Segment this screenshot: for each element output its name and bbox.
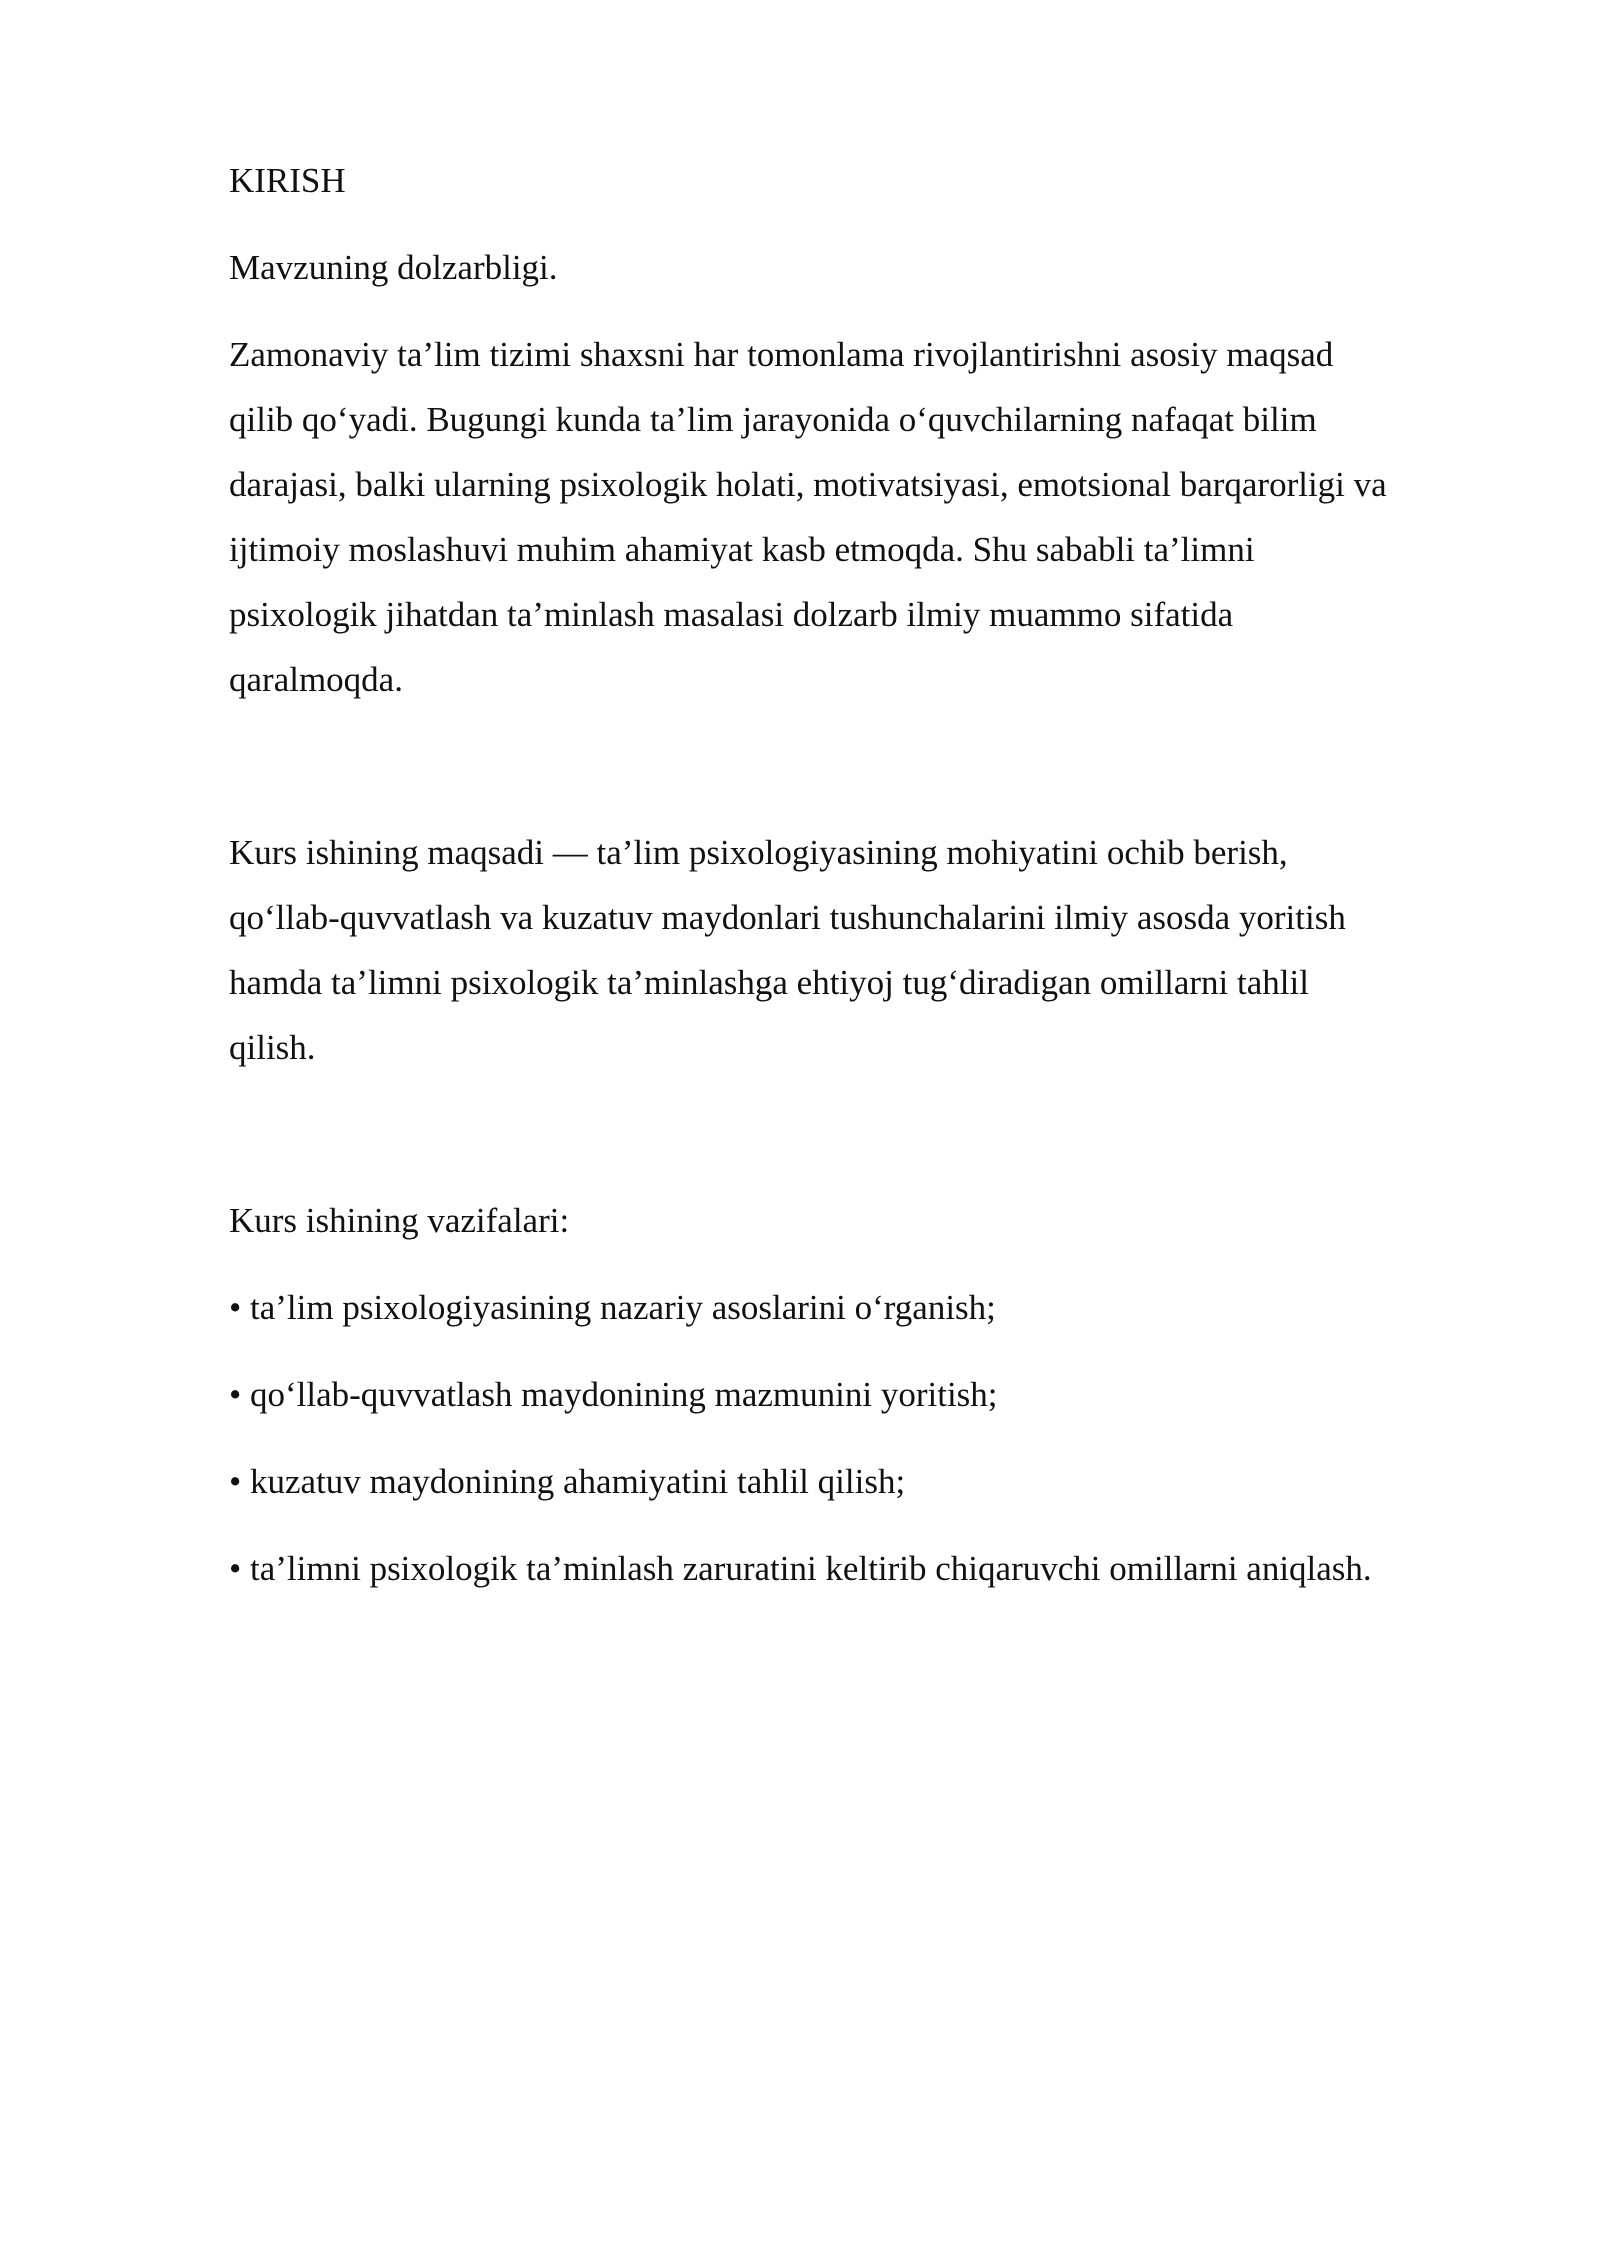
section-heading: KIRISH: [229, 161, 346, 200]
spacer: [229, 1080, 1489, 1188]
intro-paragraph: [229, 322, 1489, 712]
spacer: [229, 712, 1489, 820]
goal-line: qilish.: [229, 1028, 316, 1067]
spacer: [229, 1253, 1489, 1275]
task-item: • kuzatuv maydonining ahamiyatini tahlil qilish;: [229, 1462, 906, 1501]
document-content: [229, 148, 1489, 1601]
intro-line: darajasi, balki ularning psixologik holati, motivatsiyasi, emotsional barqarorligi va: [229, 465, 1387, 504]
tasks-title: Kurs ishining vazifalari:: [229, 1201, 570, 1240]
task-item: • ta’limni psixologik ta’minlash zaruratini keltirib chiqaruvchi omillarni aniqlash.: [229, 1549, 1372, 1588]
spacer: [229, 213, 1489, 235]
goal-line: hamda ta’limni psixologik ta’minlashga ehtiyoj tug‘diradigan omillarni tahlil: [229, 963, 1309, 1002]
goal-line: Kurs ishining maqsadi — ta’lim psixologiyasining mohiyatini ochib berish,: [229, 833, 1288, 872]
goal-paragraph: [229, 820, 1489, 1080]
task-item: • ta’lim psixologiyasining nazariy asoslarini o‘rganish;: [229, 1288, 996, 1327]
section-subheading: Mavzuning dolzarbligi.: [229, 248, 558, 287]
spacer: [229, 1427, 1489, 1449]
intro-line: psixologik jihatdan ta’minlash masalasi dolzarb ilmiy muammo sifatida: [229, 595, 1234, 634]
spacer: [229, 300, 1489, 322]
spacer: [229, 1514, 1489, 1536]
intro-line: ijtimoiy moslashuvi muhim ahamiyat kasb etmoqda. Shu sababli ta’limni: [229, 530, 1255, 569]
intro-line: qilib qo‘yadi. Bugungi kunda ta’lim jarayonida o‘quvchilarning nafaqat bilim: [229, 400, 1317, 439]
intro-line: qaralmoqda.: [229, 660, 403, 699]
spacer: [229, 1340, 1489, 1362]
intro-line: Zamonaviy ta’lim tizimi shaxsni har tomonlama rivojlantirishni asosiy maqsad: [229, 335, 1334, 374]
goal-line: qo‘llab-quvvatlash va kuzatuv maydonlari tushunchalarini ilmiy asosda yoritish: [229, 898, 1346, 937]
task-item: • qo‘llab-quvvatlash maydonining mazmunini yoritish;: [229, 1375, 998, 1414]
